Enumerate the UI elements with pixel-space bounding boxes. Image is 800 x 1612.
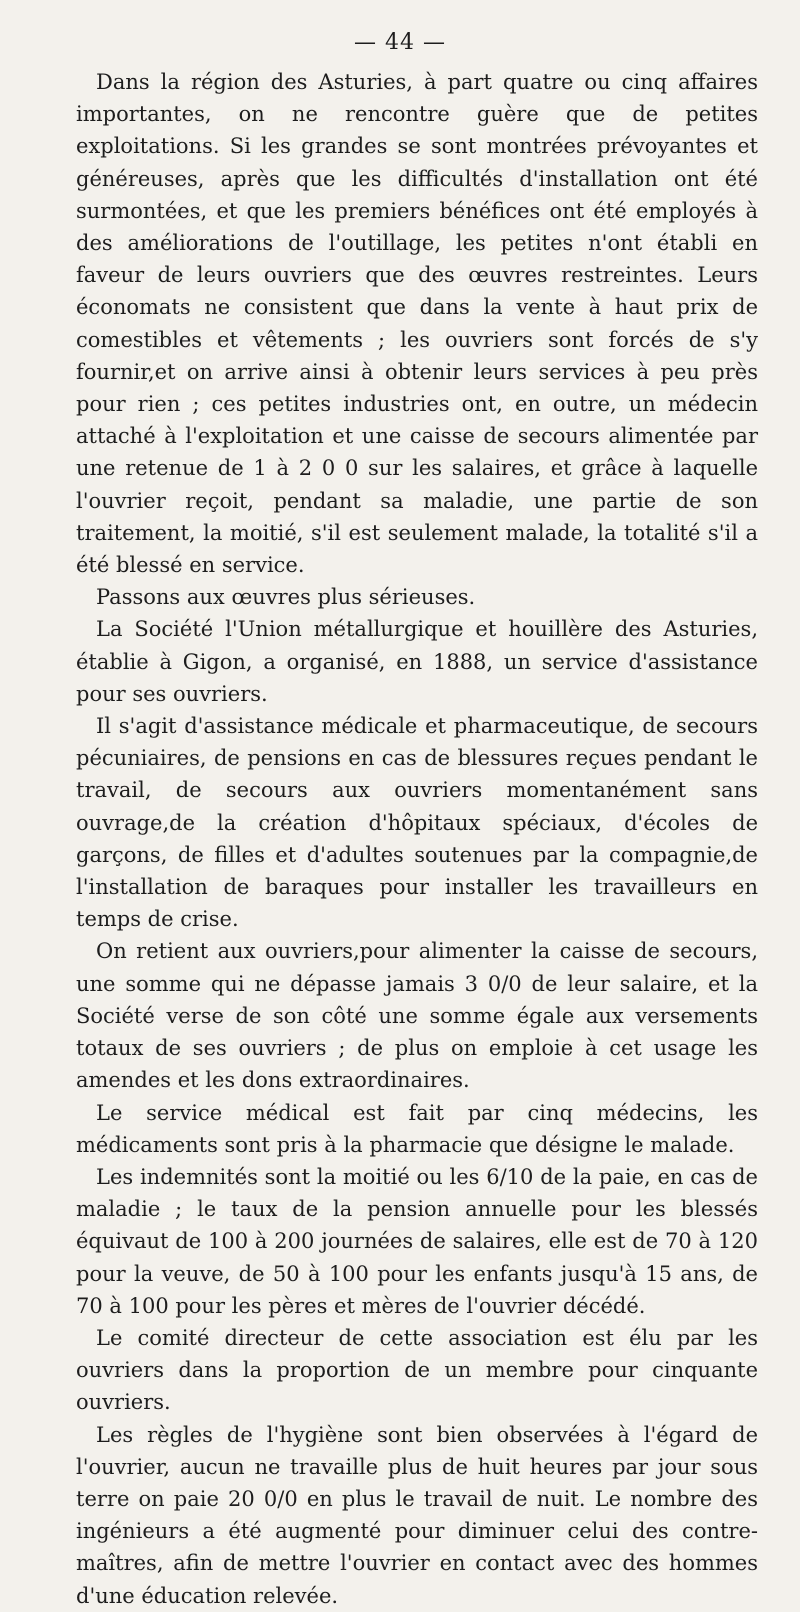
paragraph-service-medical: Le service médical est fait par cinq médecins, les médicaments sont pris à la pharmacie que désigne le malade. xyxy=(76,1100,758,1157)
body-text xyxy=(76,66,758,1612)
paragraph-hygiene: Les règles de l'hygiène sont bien observées à l'égard de l'ouvrier, aucun ne travaille plus de huit heures par jour sous terre on paie 20 0/0 en plus le travail de nuit. Le nombre des ingénieurs a été augmenté pour diminuer celui des contre-maîtres, afin de mettre l'ouvrier en contact avec des hommes d'une éducation relevée. xyxy=(76,1422,758,1608)
paragraph-union-metallurgique: La Société l'Union métallurgique et houillère des Asturies, établie à Gigon, a organisé, en 1888, un service d'assistance pour ses ouvriers. xyxy=(76,617,758,706)
paragraph-assistance: Il s'agit d'assistance médicale et pharmaceutique, de secours pécuniaires, de pensions en cas de blessures reçues pendant le travail, de secours aux ouvriers momentanément sans ouvrage,de la création d'hôpitaux spéciaux, d'écoles de garçons, de filles et d'adultes soutenues par la compagnie,de l'installation de baraques pour installer les travailleurs en temps de crise. xyxy=(76,714,758,932)
paragraph-caisse-secours: On retient aux ouvriers,pour alimenter la caisse de secours, une somme qui ne dépasse jamais 3 0/0 de leur salaire, et la Société verse de son côté une somme égale aux versements totaux de ses ouvriers ; de plus on emploie à cet usage les amendes et les dons extraordinaires. xyxy=(76,939,758,1093)
paragraph-comite-directeur: Le comité directeur de cette association est élu par les ouvriers dans la proportion de un membre pour cinquante ouvriers. xyxy=(76,1325,758,1415)
paragraph-oeuvres-serieuses: Passons aux œuvres plus sérieuses. xyxy=(96,585,476,610)
paragraph-asturies-exploitations: Dans la région des Asturies, à part quatre ou cinq affaires importantes, on ne rencontre guère que de petites exploitations. Si les grandes se sont montrées prévoyantes et généreuses, après que les difficultés d'installation ont été surmontées, et que les premiers bénéfices ont été employés à des améliorations de l'outillage, les petites n'ont établi en faveur de leurs ouvriers que des œuvres restreintes. Leurs économats ne consistent que dans la vente à haut prix de comestibles et vêtements ; les ouvriers sont forcés de s'y fournir,et on arrive ainsi à obtenir leurs services à peu près pour rien ; ces petites industries ont, en outre, un médecin attaché à l'exploitation et une caisse de secours alimentée par une retenue de 1 à 2 0 0 sur les salaires, et grâce à laquelle l'ouvrier reçoit, pendant sa maladie, une partie de son traitement, la moitié, s'il est seulement malade, la totalité s'il a été blessé en service. xyxy=(76,70,758,578)
page-number: — 44 — xyxy=(354,30,446,55)
paragraph-indemnites: Les indemnités sont la moitié ou les 6/10 de la paie, en cas de maladie ; le taux de la pension annuelle pour les blessés équivaut de 100 à 200 journées de salaires, elle est de 70 à 120 pour la veuve, de 50 à 100 pour les enfants jusqu'à 15 ans, de 70 à 100 pour les pères et mères de l'ouvrier décédé. xyxy=(76,1164,758,1318)
